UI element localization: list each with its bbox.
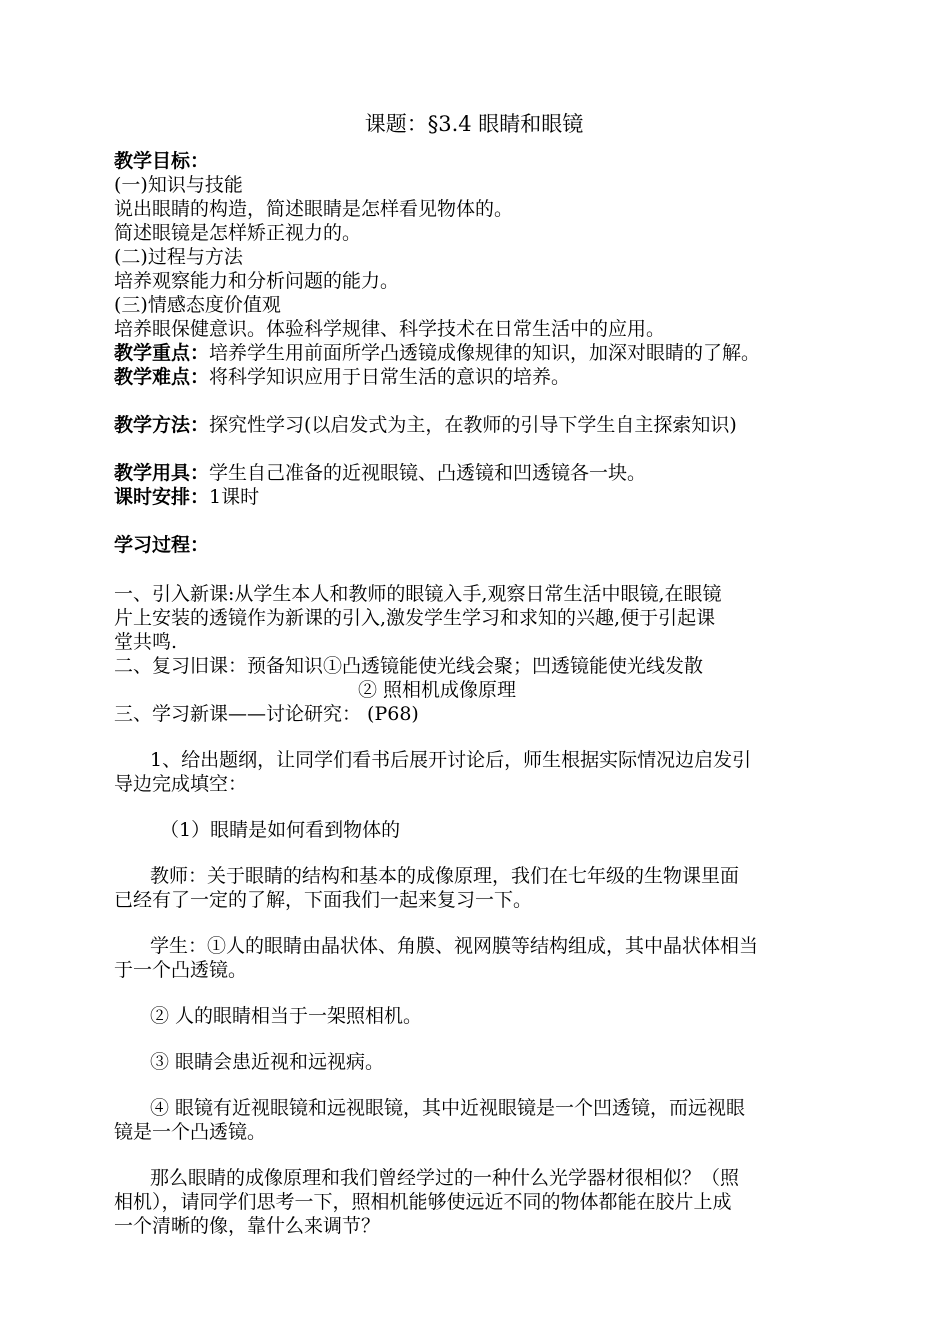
- subheading-1: （1）眼睛是如何看到物体的: [160, 819, 401, 841]
- question-line-1: 那么眼睛的成像原理和我们曾经学过的一种什么光学器材很相似？（照: [150, 1167, 740, 1189]
- difficulty-text: 将科学知识应用于日常生活的意识的培养。: [209, 366, 571, 388]
- key-point-text: 培养学生用前面所学凸透镜成像规律的知识，加深对眼睛的了解。: [209, 342, 761, 364]
- step1-line-2: 导边完成填空：: [114, 773, 248, 795]
- question-line-3: 一个清晰的像，靠什么来调节？: [114, 1215, 381, 1237]
- key-point: [114, 342, 760, 364]
- teacher-line-2: 已经有了一定的了解，下面我们一起来复习一下。: [114, 889, 533, 911]
- method-text: 探究性学习(以启发式为主，在教师的引导下学生自主探索知识): [209, 414, 737, 436]
- point-3: ③ 眼睛会患近视和远视病。: [150, 1051, 385, 1073]
- difficulty: [114, 366, 570, 388]
- new-lesson-line: 三、学习新课——讨论研究： (P68): [114, 703, 419, 725]
- attitude-heading: (三)情感态度价值观: [114, 294, 281, 316]
- difficulty-label: 教学难点：: [114, 366, 210, 388]
- knowledge-heading: (一)知识与技能: [114, 174, 243, 196]
- schedule: [114, 486, 259, 508]
- step1-line-1: 1、给出题纲，让同学们看书后展开讨论后，师生根据实际情况边启发引: [150, 749, 752, 771]
- tools-label: 教学用具：: [114, 462, 210, 484]
- key-point-label: 教学重点：: [114, 342, 210, 364]
- process-section-heading: 学习过程：: [114, 534, 210, 556]
- schedule-text: 1课时: [209, 486, 260, 508]
- intro-line-1: 一、引入新课:从学生本人和教师的眼镜入手,观察日常生活中眼镜,在眼镜: [114, 583, 722, 605]
- review-line-1: 二、复习旧课：预备知识①凸透镜能使光线会聚；凹透镜能使光线发散: [114, 655, 704, 677]
- method-label: 教学方法：: [114, 414, 210, 436]
- tools-text: 学生自己准备的近视眼镜、凸透镜和凹透镜各一块。: [209, 462, 647, 484]
- intro-line-3: 堂共鸣.: [114, 631, 178, 653]
- student-line-1: 学生：①人的眼睛由晶状体、角膜、视网膜等结构组成，其中晶状体相当: [150, 935, 759, 957]
- process-item-1: 培养观察能力和分析问题的能力。: [114, 270, 400, 292]
- point-4-line-1: ④ 眼镜有近视眼镜和远视眼镜，其中近视眼镜是一个凹透镜，而远视眼: [150, 1097, 746, 1119]
- intro-line-2: 片上安装的透镜作为新课的引入,激发学生学习和求知的兴趣,便于引起课: [114, 607, 716, 629]
- process-heading: (二)过程与方法: [114, 246, 243, 268]
- schedule-label: 课时安排：: [114, 486, 210, 508]
- point-2: ② 人的眼睛相当于一架照相机。: [150, 1005, 423, 1027]
- knowledge-item-2: 简述眼镜是怎样矫正视力的。: [114, 222, 362, 244]
- teacher-line-1: 教师：关于眼睛的结构和基本的成像原理，我们在七年级的生物课里面: [150, 865, 740, 887]
- objectives-heading: 教学目标：: [114, 150, 210, 172]
- point-4-line-2: 镜是一个凸透镜。: [114, 1121, 267, 1143]
- question-line-2: 相机），请同学们思考一下，照相机能够使远近不同的物体都能在胶片上成: [114, 1191, 732, 1213]
- tools: [114, 462, 646, 484]
- review-line-2: ② 照相机成像原理: [358, 679, 517, 701]
- method: [114, 414, 737, 436]
- attitude-item-1: 培养眼保健意识。体验科学规律、科学技术在日常生活中的应用。: [114, 318, 666, 340]
- page-title: 课题：§3.4 眼睛和眼镜: [364, 112, 584, 136]
- student-line-2: 于一个凸透镜。: [114, 959, 248, 981]
- knowledge-item-1: 说出眼睛的构造，简述眼睛是怎样看见物体的。: [114, 198, 514, 220]
